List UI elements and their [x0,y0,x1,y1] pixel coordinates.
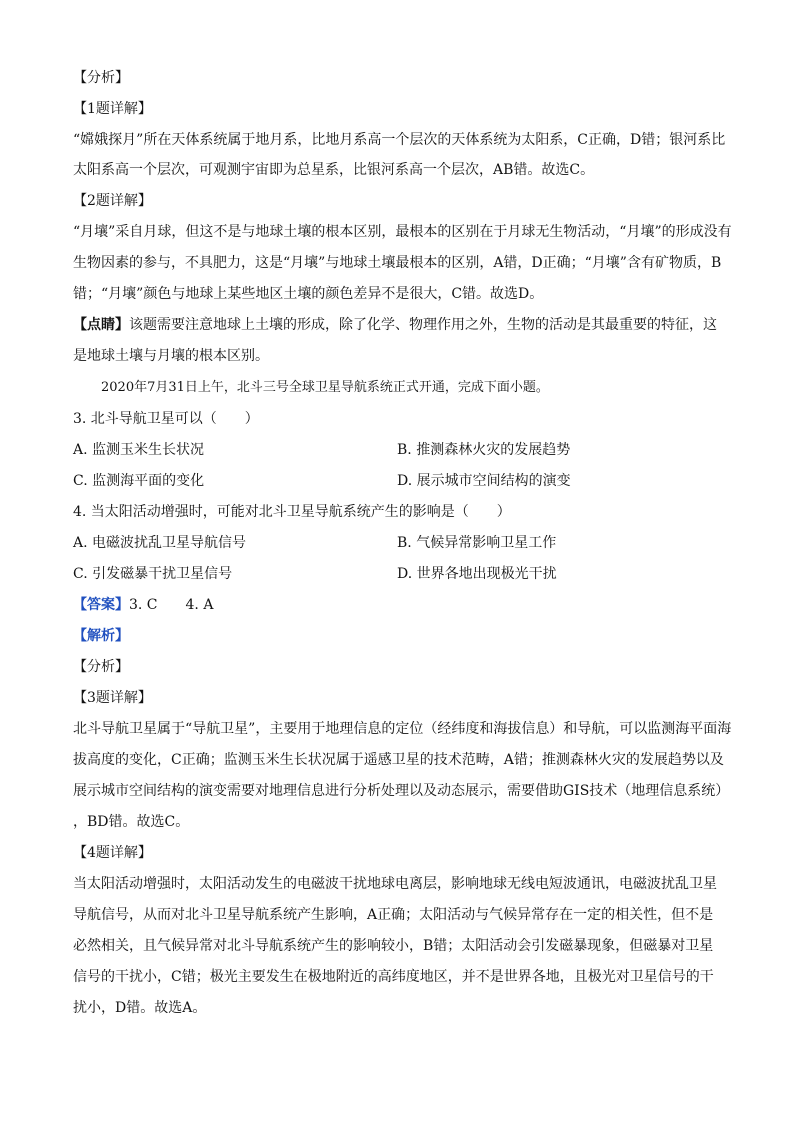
q4-option-a: A. 电磁波扰乱卫星导航信号 [73,535,247,551]
q2-explanation-line: 生物因素的参与，不具肥力，这是“月壤”与地球土壤最根本的区别，A错，D正确；“月壤”含有矿物质，B [73,255,722,271]
answer-tag: 【答案】 [73,597,129,613]
q3-stem: 3. 北斗导航卫星可以（ ） [73,411,259,427]
dianjing-text: 该题需要注意地球上土壤的形成，除了化学、物理作用之外，生物的活动是其最重要的特征，这 [129,317,717,333]
q3-option-b: B. 推测森林火灾的发展趋势 [397,442,571,458]
q2-explanation-line: 错；“月壤”颜色与地球上某些地区土壤的颜色差异不是很大，C错。故选D。 [73,286,544,302]
answer-values: 3. C 4. A [129,597,214,613]
q4-explanation-line: 当太阳活动增强时，太阳活动发生的电磁波干扰地球电离层，影响地球无线电短波通讯，电磁波扰乱卫星 [73,876,717,892]
q2-explanation-line: “月壤”采自月球，但这不是与地球土壤的根本区别，最根本的区别在于月球无生物活动，“月壤”的形成没有 [73,224,732,240]
q4-explanation-line: 信号的干扰小，C错；极光主要发生在极地附近的高纬度地区，并不是世界各地，且极光对卫星信号的干 [73,969,714,985]
q3-explanation-line: 拔高度的变化，C正确；监测玉米生长状况属于遥感卫星的技术范畴，A错；推测森林火灾的发展趋势以及 [73,752,724,768]
dianjing-tag: 【点睛】 [73,317,129,333]
q3-option-c: C. 监测海平面的变化 [73,473,205,489]
q4-detail-heading: 【4题详解】 [73,845,152,861]
q4-stem: 4. 当太阳活动增强时，可能对北斗卫星导航系统产生的影响是（ ） [73,504,511,520]
answer-line [73,595,213,615]
q4-option-b: B. 气候异常影响卫星工作 [397,535,557,551]
q3-explanation-line: 展示城市空间结构的演变需要对地理信息进行分析处理以及动态展示，需要借助GIS技术（地理信息系统） [73,783,730,799]
section-fenxi-heading: 【分析】 [73,70,129,86]
q4-explanation-line: 导航信号，从而对北斗卫星导航系统产生影响，A正确；太阳活动与气候异常存在一定的相关性，但不是 [73,907,714,923]
question-intro: 2020年7月31日上午，北斗三号全球卫星导航系统正式开通，完成下面小题。 [101,380,549,395]
q1-detail-heading: 【1题详解】 [73,101,152,117]
q3-explanation-line: 北斗导航卫星属于“导航卫星”，主要用于地理信息的定位（经纬度和海拔信息）和导航，可以监测海平面海 [73,721,732,737]
q3-explanation-line: ，BD错。故选C。 [73,814,190,830]
dianjing-paragraph [73,315,717,335]
q2-detail-heading: 【2题详解】 [73,193,152,209]
jiexi-heading: 【解析】 [73,628,129,644]
q4-explanation-line: 扰小，D错。故选A。 [73,1000,207,1016]
dianjing-text-line: 是地球土壤与月壤的根本区别。 [73,348,269,364]
q4-option-c: C. 引发磁暴干扰卫星信号 [73,566,233,582]
q3-option-d: D. 展示城市空间结构的演变 [397,473,571,489]
q1-explanation-line: 太阳系高一个层次，可观测宇宙即为总星系，比银河系高一个层次，AB错。故选C。 [73,162,595,178]
section-fenxi-heading-2: 【分析】 [73,659,129,675]
q4-option-d: D. 世界各地出现极光干扰 [397,566,557,582]
q1-explanation-line: “嫦娥探月”所在天体系统属于地月系，比地月系高一个层次的天体系统为太阳系，C正确，D错；银河系比 [73,132,726,148]
q4-explanation-line: 必然相关，且气候异常对北斗导航系统产生的影响较小，B错；太阳活动会引发磁暴现象，但磁暴对卫星 [73,938,714,954]
q3-option-a: A. 监测玉米生长状况 [73,442,205,458]
q3-detail-heading: 【3题详解】 [73,690,152,706]
